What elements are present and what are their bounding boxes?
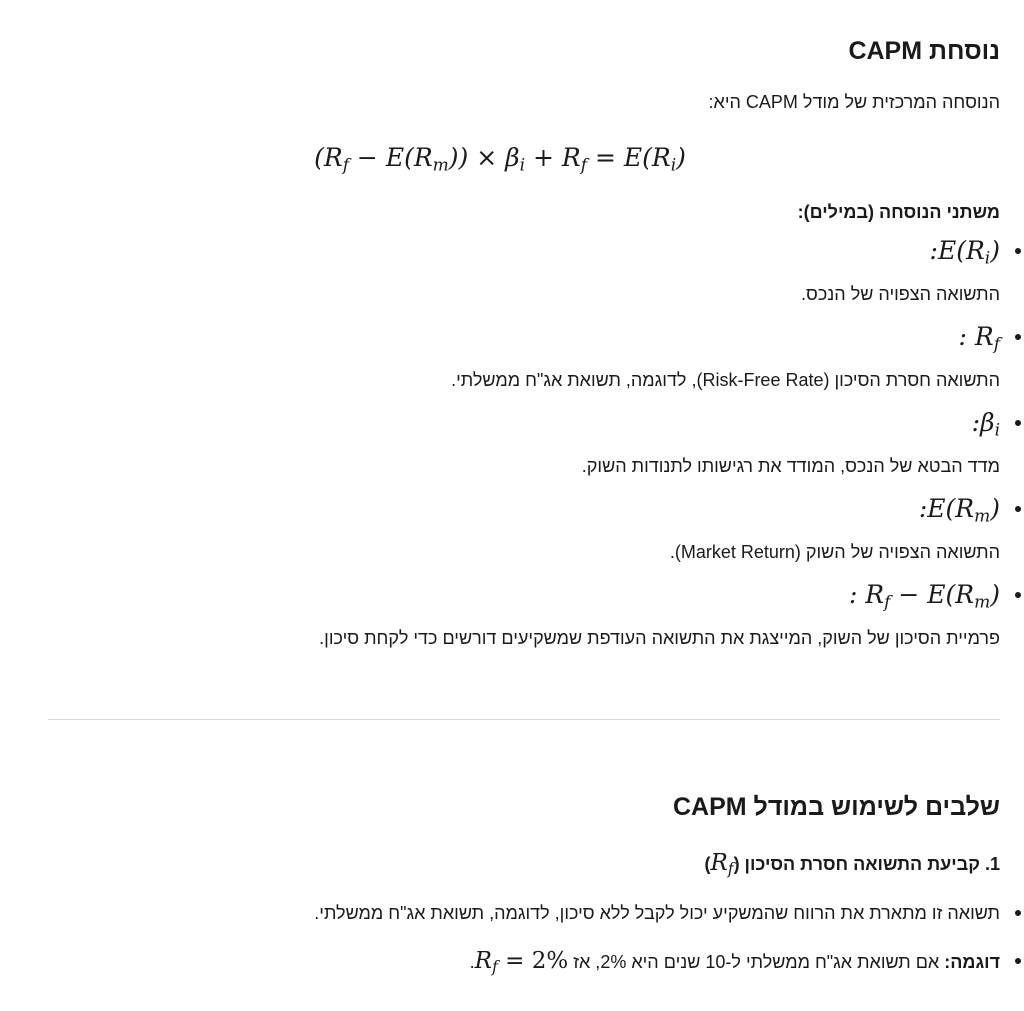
- variable-description: התשואה הצפויה של השוק (Market Return).: [669, 542, 1000, 562]
- section-divider: [48, 719, 1000, 720]
- variable-item-market-risk-premium: [48, 578, 1000, 664]
- bullet-icon: [1015, 334, 1021, 340]
- variable-symbol: $:E(R_i)$: [929, 236, 1000, 269]
- variable-symbol: $:E(R_m)$: [918, 494, 1000, 527]
- list-item: [48, 946, 1000, 977]
- variables-heading: משתני הנוסחה (במילים):: [797, 202, 1000, 222]
- step-1-heading-symbol: $R_f$: [710, 850, 734, 878]
- variables-list: [48, 234, 1000, 664]
- section-title-capm-steps: שלבים לשימוש במודל CAPM: [672, 793, 1000, 821]
- variable-item-market-return: [48, 492, 1000, 578]
- variable-item-expected-return: [48, 234, 1000, 320]
- variable-symbol: : $R_f$: [958, 322, 1000, 355]
- bullet-icon: [1015, 958, 1021, 964]
- example-formula: $R_f = 2\%$: [474, 948, 569, 976]
- step-1-bullet-text: תשואה זו מתארת את הרווח שהמשקיע יכול לקבל ללא סיכון, לדוגמה, תשואת אג"ח ממשלתי.: [314, 903, 1000, 923]
- variable-description: מדד הבטא של הנכס, המודד את רגישותו לתנודות השוק.: [581, 456, 1000, 476]
- formula-intro-text: הנוסחה המרכזית של מודל CAPM היא:: [708, 92, 1000, 112]
- example-end: .: [469, 952, 475, 972]
- list-item: [48, 898, 1000, 928]
- variable-symbol: : $R_f - E(R_m)$: [848, 580, 1000, 613]
- step-1-heading-text: 1. קביעת התשואה חסרת הסיכון (: [733, 854, 1000, 874]
- capm-main-formula: $(R_f - E(R_m)) \times \beta_i + R_f = E(R_i)$: [314, 143, 686, 176]
- variable-description: פרמיית הסיכון של השוק, המייצגת את התשואה העודפת שמשקיעים דורשים כדי לקחת סיכון.: [319, 628, 1000, 648]
- bullet-icon: [1015, 910, 1021, 916]
- variable-symbol: $:\beta_i$: [971, 408, 1000, 441]
- section-title-capm-formula: נוסחת CAPM: [848, 37, 1000, 65]
- variable-description: התשואה הצפויה של הנכס.: [801, 284, 1000, 304]
- bullet-icon: [1015, 248, 1021, 254]
- variable-description: התשואה חסרת הסיכון (Risk-Free Rate), לדוגמה, תשואת אג"ח ממשלתי.: [451, 370, 1000, 390]
- example-label: דוגמה:: [944, 952, 1000, 972]
- step-1-bullets: [48, 898, 1000, 977]
- bullet-icon: [1015, 506, 1021, 512]
- step-1-heading: 1. קביעת התשואה חסרת הסיכון $(R_f)$: [704, 850, 1000, 878]
- bullet-icon: [1015, 592, 1021, 598]
- bullet-icon: [1015, 420, 1021, 426]
- variable-item-beta: [48, 406, 1000, 492]
- variable-item-risk-free-rate: [48, 320, 1000, 406]
- example-text: אם תשואת אג"ח ממשלתי ל-10 שנים היא 2%, אז: [568, 952, 945, 972]
